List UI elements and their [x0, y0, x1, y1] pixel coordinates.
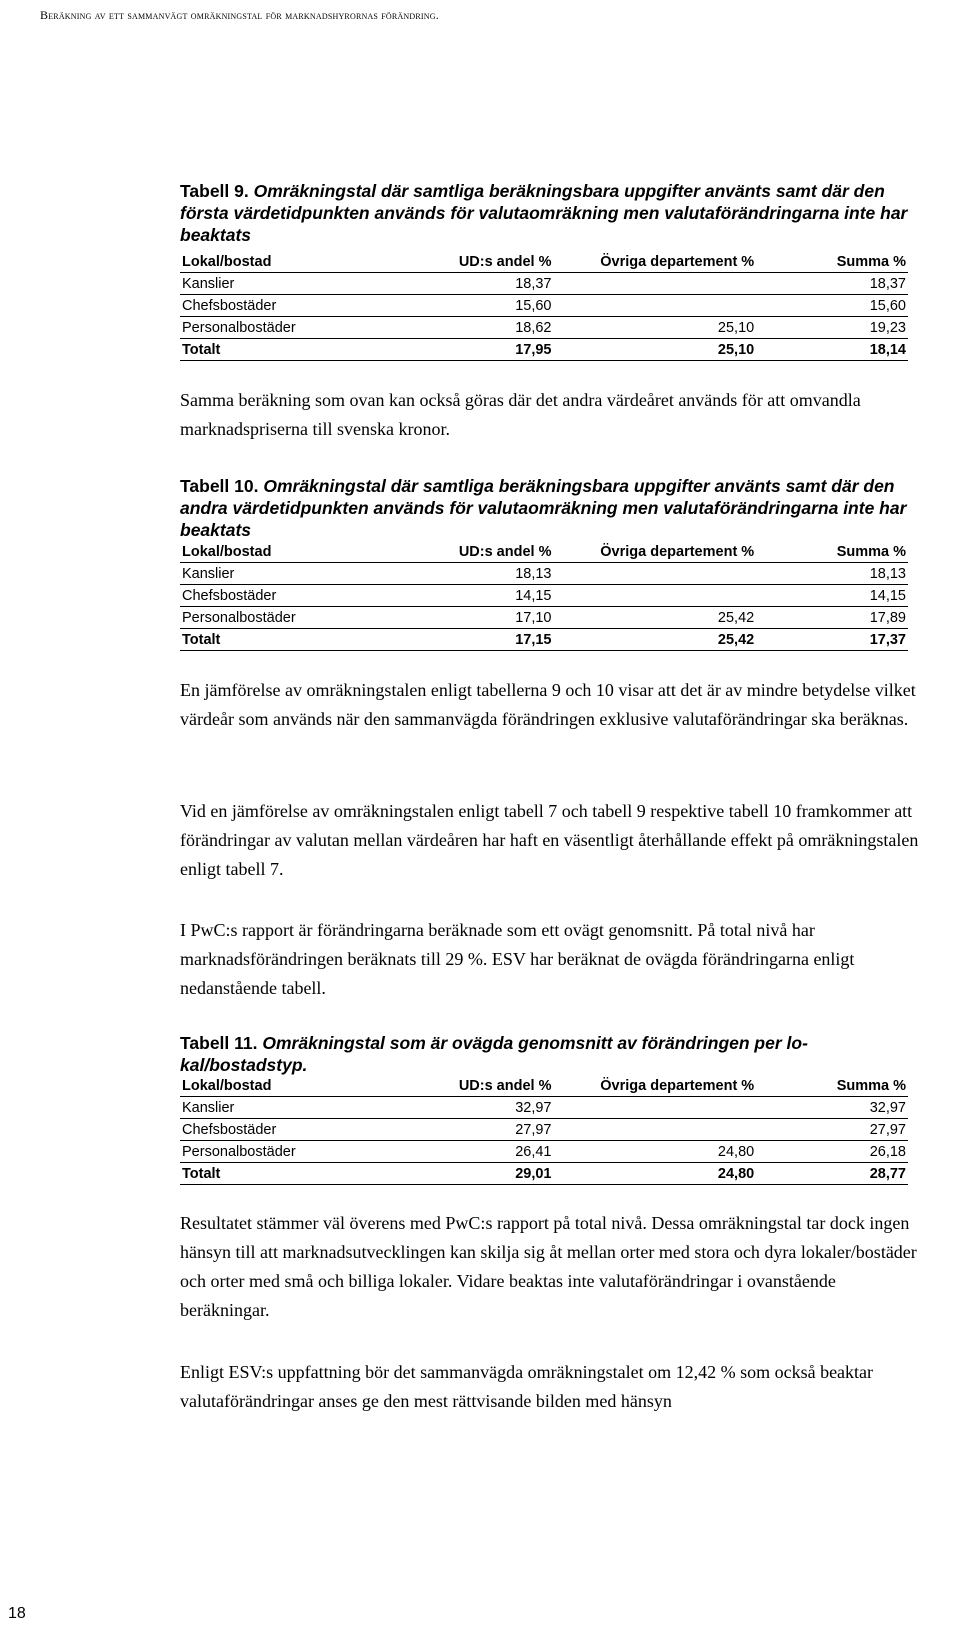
table9-number: Tabell 9.: [180, 181, 249, 201]
cell: 25,10: [553, 339, 756, 361]
table-total-row: [180, 1163, 908, 1185]
table-total-row: [180, 339, 908, 361]
table9-title: Omräkningstal där samtliga beräkningsbara uppgifter använts samt där den första värdetidpunkten används för valutaomräkning men valutaförändringarna inte har beaktats: [180, 181, 908, 245]
column-header-ud: UD:s andel %: [372, 251, 554, 273]
cell: 17,37: [756, 629, 908, 651]
table-row: [180, 1119, 908, 1141]
cell: 26,18: [756, 1141, 908, 1163]
table11-number: Tabell 11.: [180, 1033, 258, 1053]
cell: 26,41: [372, 1141, 554, 1163]
table10-caption: [180, 475, 920, 541]
table9-caption: [180, 180, 920, 246]
table-row: [180, 273, 908, 295]
cell: 18,37: [372, 273, 554, 295]
cell: Kanslier: [180, 273, 372, 295]
cell: 14,15: [372, 585, 554, 607]
cell: [553, 1097, 756, 1119]
table-row: [180, 317, 908, 339]
cell: 28,77: [756, 1163, 908, 1185]
cell: Personalbostäder: [180, 317, 372, 339]
cell: 18,14: [756, 339, 908, 361]
cell: [553, 563, 756, 585]
column-header-summa: Summa %: [756, 251, 908, 273]
cell: 17,15: [372, 629, 554, 651]
table10: [180, 541, 908, 651]
cell: 18,62: [372, 317, 554, 339]
table11-title: Omräkningstal som är ovägda genomsnitt av förändringen per lokal/bostadstyp.: [180, 1033, 808, 1075]
table11-header-row: [180, 1075, 908, 1097]
cell: Kanslier: [180, 563, 372, 585]
cell: Totalt: [180, 629, 372, 651]
column-header-ovriga: Övriga departement %: [553, 1075, 756, 1097]
cell: 18,13: [372, 563, 554, 585]
column-header-lokal: Lokal/bostad: [180, 541, 372, 563]
column-header-summa: Summa %: [756, 1075, 908, 1097]
column-header-lokal: Lokal/bostad: [180, 251, 372, 273]
cell: 25,10: [553, 317, 756, 339]
cell: Totalt: [180, 339, 372, 361]
cell: 27,97: [756, 1119, 908, 1141]
cell: 32,97: [372, 1097, 554, 1119]
cell: [553, 295, 756, 317]
column-header-ud: UD:s andel %: [372, 541, 554, 563]
cell: [553, 273, 756, 295]
column-header-ovriga: Övriga departement %: [553, 251, 756, 273]
cell: 32,97: [756, 1097, 908, 1119]
paragraph-3: Vid en jämförelse av omräkningstalen enligt tabell 7 och tabell 9 respektive tabell 10 framkommer att förändringar av valutan mellan värdeåren har haft en väsentligt återhållande effekt på omräkningstalen enligt tabell 7.: [180, 801, 919, 879]
paragraph-1: Samma beräkning som ovan kan också göras där det andra värdeåret används för att omvandla marknadspriserna till svenska kronor.: [180, 390, 861, 439]
table-row: [180, 295, 908, 317]
table-row: [180, 585, 908, 607]
cell: 27,97: [372, 1119, 554, 1141]
table-row: [180, 607, 908, 629]
cell: 24,80: [553, 1141, 756, 1163]
running-head: Beräkning av ett sammanvägt omräkningstal för marknadshyrornas förändring.: [40, 8, 439, 22]
column-header-lokal: Lokal/bostad: [180, 1075, 372, 1097]
cell: Kanslier: [180, 1097, 372, 1119]
cell: 25,42: [553, 629, 756, 651]
paragraph-5: Resultatet stämmer väl överens med PwC:s rapport på total nivå. Dessa omräkningstal tar dock ingen hänsyn till att marknadsutvecklingen kan skilja sig åt mellan orter med stora och dyra lokaler/bostäder och orter med små och billiga lokaler. Vidare beaktas inte valutaförändringar i ovanstående beräkningar.: [180, 1213, 917, 1320]
cell: 15,60: [372, 295, 554, 317]
cell: 17,10: [372, 607, 554, 629]
table-row: [180, 1097, 908, 1119]
table-row: [180, 563, 908, 585]
table11: [180, 1075, 908, 1185]
column-header-ovriga: Övriga departement %: [553, 541, 756, 563]
cell: [553, 1119, 756, 1141]
paragraph-6: Enligt ESV:s uppfattning bör det sammanvägda omräkningstalet om 12,42 % som också beaktar valutaförändringar anses ge den mest rättvisande bilden med hänsyn: [180, 1362, 874, 1411]
table10-number: Tabell 10.: [180, 476, 259, 496]
cell: Chefsbostäder: [180, 295, 372, 317]
cell: 17,89: [756, 607, 908, 629]
table11-caption: [180, 1032, 920, 1076]
cell: Personalbostäder: [180, 1141, 372, 1163]
cell: Chefsbostäder: [180, 585, 372, 607]
page-number: 18: [8, 1605, 26, 1622]
table-row: [180, 1141, 908, 1163]
cell: 18,13: [756, 563, 908, 585]
cell: 25,42: [553, 607, 756, 629]
cell: 29,01: [372, 1163, 554, 1185]
table10-header-row: [180, 541, 908, 563]
paragraph-2: En jämförelse av omräkningstalen enligt tabellerna 9 och 10 visar att det är av mindre betydelse vilket värdeår som används när den sammanvägda förändringen exklusive valutaförändringar ska beräknas.: [180, 680, 916, 729]
cell: 14,15: [756, 585, 908, 607]
cell: Totalt: [180, 1163, 372, 1185]
cell: Personalbostäder: [180, 607, 372, 629]
table-total-row: [180, 629, 908, 651]
table10-title: Omräkningstal där samtliga beräkningsbara uppgifter använts samt där den andra värdetidpunkten används för valutaomräkning men valutaförändringarna inte har beaktats: [180, 476, 907, 540]
paragraph-4: I PwC:s rapport är förändringarna beräknade som ett ovägt genomsnitt. På total nivå har marknadsförändringen beräknats till 29 %. ESV har beräknat de ovägda förändringarna enligt nedanstående tabell.: [180, 920, 855, 998]
cell: 18,37: [756, 273, 908, 295]
cell: 17,95: [372, 339, 554, 361]
column-header-summa: Summa %: [756, 541, 908, 563]
table9: [180, 251, 908, 361]
cell: Chefsbostäder: [180, 1119, 372, 1141]
cell: 15,60: [756, 295, 908, 317]
column-header-ud: UD:s andel %: [372, 1075, 554, 1097]
table9-header-row: [180, 251, 908, 273]
cell: 19,23: [756, 317, 908, 339]
cell: [553, 585, 756, 607]
cell: 24,80: [553, 1163, 756, 1185]
